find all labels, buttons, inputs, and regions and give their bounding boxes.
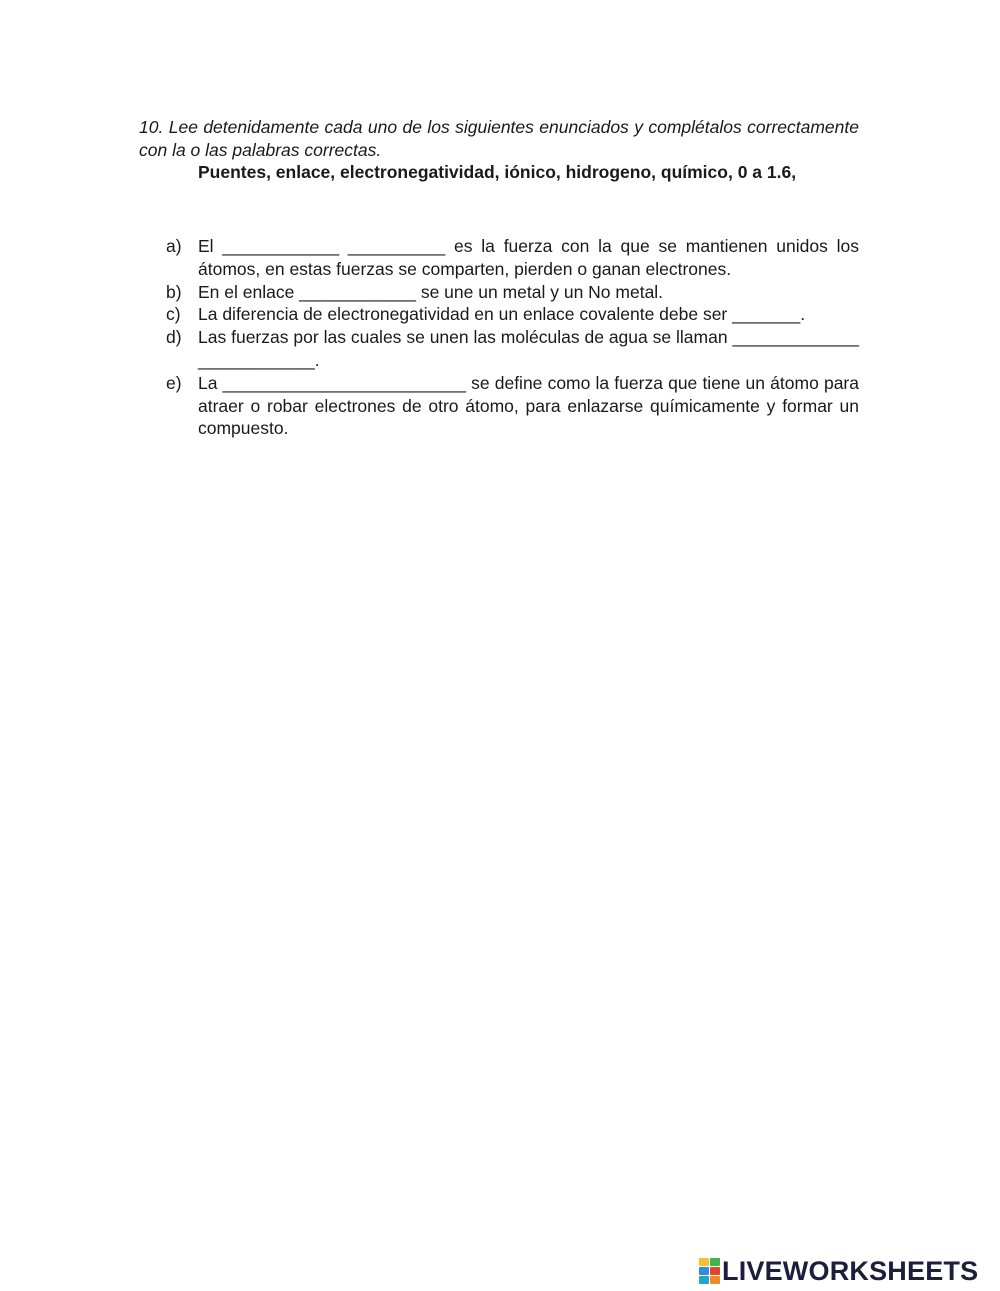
item-text: En el enlace ____________ se une un metal y un No metal. xyxy=(198,281,664,302)
item-text: Las fuerzas por las cuales se unen las moléculas de agua se llaman _____________ ____________. xyxy=(198,327,859,370)
logo-square xyxy=(699,1258,709,1266)
exercise-instruction: 10. Lee detenidamente cada uno de los siguientes enunciados y complétalos correctamente con la o las palabras correctas. xyxy=(139,117,859,160)
logo-mark-icon xyxy=(699,1258,719,1284)
item-text: La diferencia de electronegatividad en un enlace covalente debe ser _______. xyxy=(198,304,806,325)
item-text: El ____________ __________ es la fuerza con la que se mantienen unidos los átomos, en estas fuerzas se comparten, pierden o ganan electrones. xyxy=(198,236,859,279)
list-item xyxy=(166,326,859,372)
item-text: La _________________________ se define como la fuerza que tiene un átomo para atraer o robar electrones de otro átomo, para enlazarse químicamente y formar un compuesto. xyxy=(198,372,859,439)
list-item xyxy=(166,303,859,326)
list-item xyxy=(166,281,859,304)
logo-square xyxy=(699,1276,709,1284)
item-marker: d) xyxy=(166,327,182,348)
word-bank: Puentes, enlace, electronegatividad, iónico, hidrogeno, químico, 0 a 1.6, xyxy=(198,162,797,182)
exercise-items xyxy=(166,235,859,440)
logo-square xyxy=(710,1276,720,1284)
list-item xyxy=(166,235,859,281)
liveworksheets-logo xyxy=(699,1257,978,1285)
logo-square xyxy=(710,1258,720,1266)
logo-square xyxy=(699,1267,709,1275)
list-item xyxy=(166,372,859,440)
item-marker: c) xyxy=(166,304,181,325)
logo-text: LIVEWORKSHEETS xyxy=(722,1256,979,1286)
item-marker: b) xyxy=(166,281,182,302)
item-marker: a) xyxy=(166,236,182,256)
item-marker: e) xyxy=(166,372,182,393)
logo-square xyxy=(710,1267,720,1275)
